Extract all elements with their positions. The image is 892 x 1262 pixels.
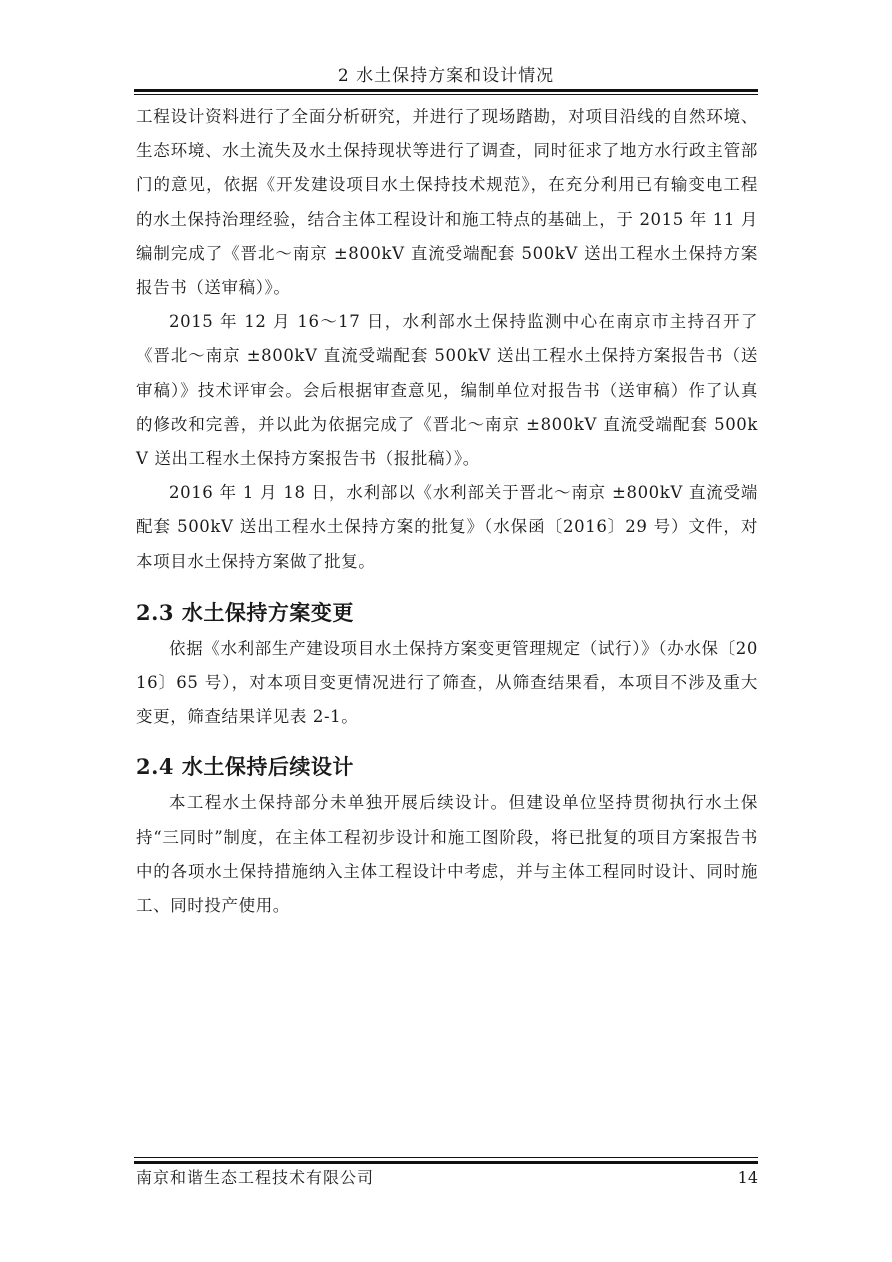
footer-rule-thick	[134, 1161, 758, 1164]
page-content	[136, 100, 758, 923]
header-rule-thick	[134, 89, 758, 92]
header-rule-thin	[134, 94, 758, 95]
page-number: 14	[737, 1168, 758, 1187]
footer-rule-thin	[134, 1157, 758, 1158]
running-header: 2 水土保持方案和设计情况	[337, 66, 555, 86]
footer-organization: 南京和谐生态工程技术有限公司	[136, 1168, 375, 1187]
paragraph-continued: 工程设计资料进行了全面分析研究，并进行了现场踏勘，对项目沿线的自然环境、生态环境、水土流失及水土保持现状等进行了调查，同时征求了地方水行政主管部门的意见，依据《开发建设项目水土保持技术规范》，在充分利用已有输变电工程的水土保持治理经验，结合主体工程设计和施工特点的基础上，于 2015 年 11 月编制完成了《晋北～南京 ±800kV 直流受端配套 500kV 送出工程水土保持方案报告书（送审稿）》。	[136, 107, 758, 298]
paragraph-follow-up-design: 本工程水土保持部分未单独开展后续设计。但建设单位坚持贯彻执行水土保持“三同时”制度，在主体工程初步设计和施工图阶段，将已批复的项目方案报告书中的各项水土保持措施纳入主体工程设计中考虑，并与主体工程同时设计、同时施工、同时投产使用。	[136, 793, 758, 916]
section-heading-2-3: 2.3 水土保持方案变更	[136, 599, 354, 625]
paragraph-plan-change: 依据《水利部生产建设项目水土保持方案变更管理规定（试行）》（办水保〔2016〕65 号），对本项目变更情况进行了筛查，从筛查结果看，本项目不涉及重大变更，筛查结果详见表 2-1。	[136, 638, 758, 727]
section-heading-2-4: 2.4 水土保持后续设计	[136, 754, 354, 780]
paragraph-review-meeting: 2015 年 12 月 16～17 日，水利部水土保持监测中心在南京市主持召开了《晋北～南京 ±800kV 直流受端配套 500kV 送出工程水土保持方案报告书（送审稿）》技术评审会。会后根据审查意见，编制单位对报告书（送审稿）作了认真的修改和完善，并以此为依据完成了《晋北～南京 ±800kV 直流受端配套 500kV 送出工程水土保持方案报告书（报批稿）》。	[136, 312, 758, 469]
paragraph-approval: 2016 年 1 月 18 日，水利部以《水利部关于晋北～南京 ±800kV 直流受端配套 500kV 送出工程水土保持方案的批复》（水保函〔2016〕29 号）文件，对本项目水土保持方案做了批复。	[136, 483, 758, 571]
